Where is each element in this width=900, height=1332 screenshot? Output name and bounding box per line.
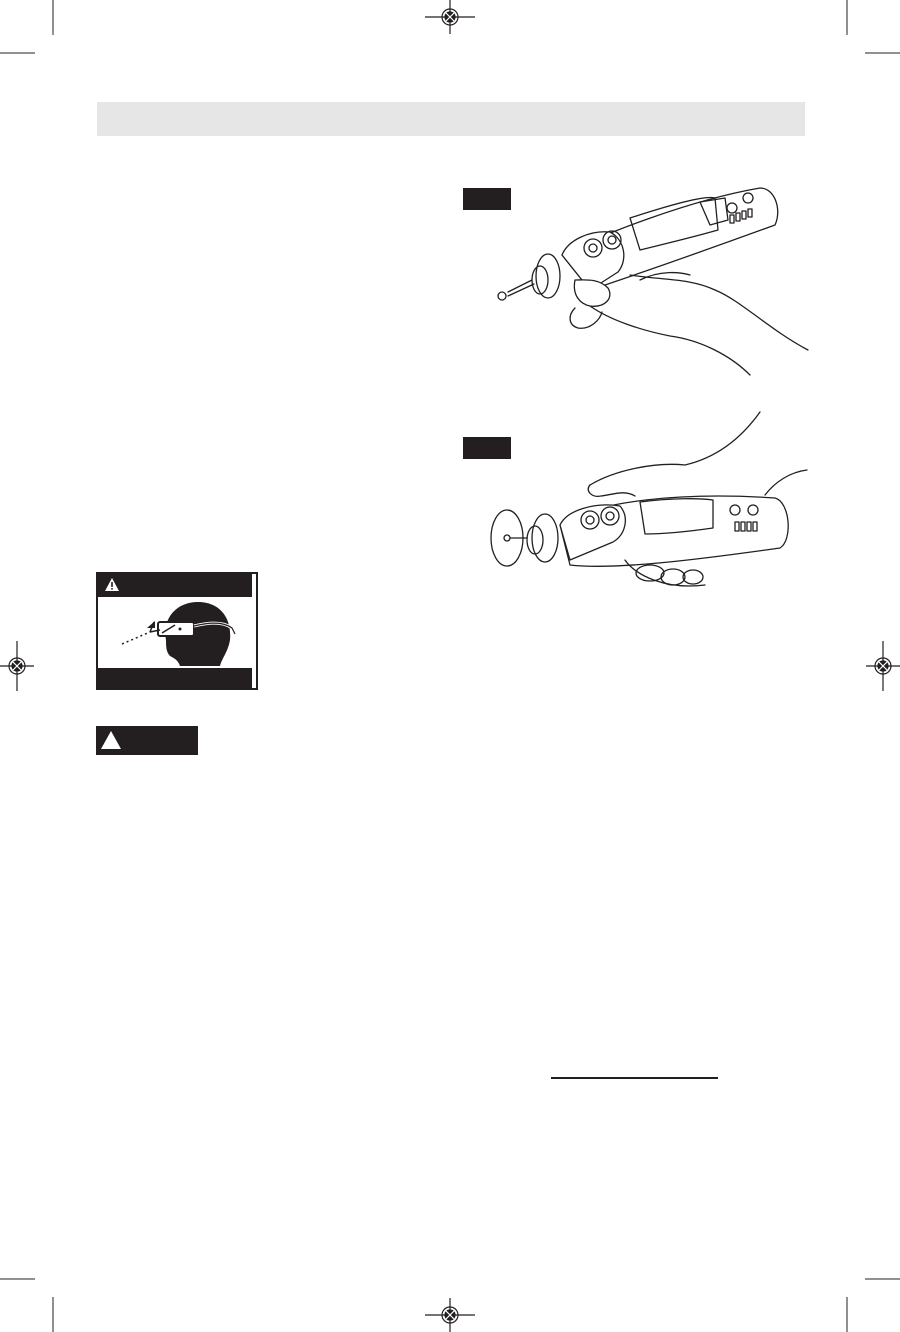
figure-1-illustration: [490, 180, 810, 380]
caution-label: [96, 726, 198, 755]
section-header-band: [97, 102, 805, 136]
registration-mark-bottom: [425, 1298, 475, 1332]
warning-triangle-icon: [104, 577, 120, 593]
underline-rule: [551, 1077, 718, 1079]
warning-box-footer: [98, 668, 256, 688]
figure-2-illustration: [485, 410, 810, 600]
registration-mark-left: [0, 641, 34, 691]
registration-mark-right: [866, 641, 900, 691]
eye-protection-icon: [120, 600, 250, 668]
registration-mark-top: [425, 0, 475, 34]
warning-triangle-icon: [101, 731, 121, 749]
warning-box-header: [98, 574, 256, 597]
eye-protection-warning-box: [96, 572, 258, 690]
